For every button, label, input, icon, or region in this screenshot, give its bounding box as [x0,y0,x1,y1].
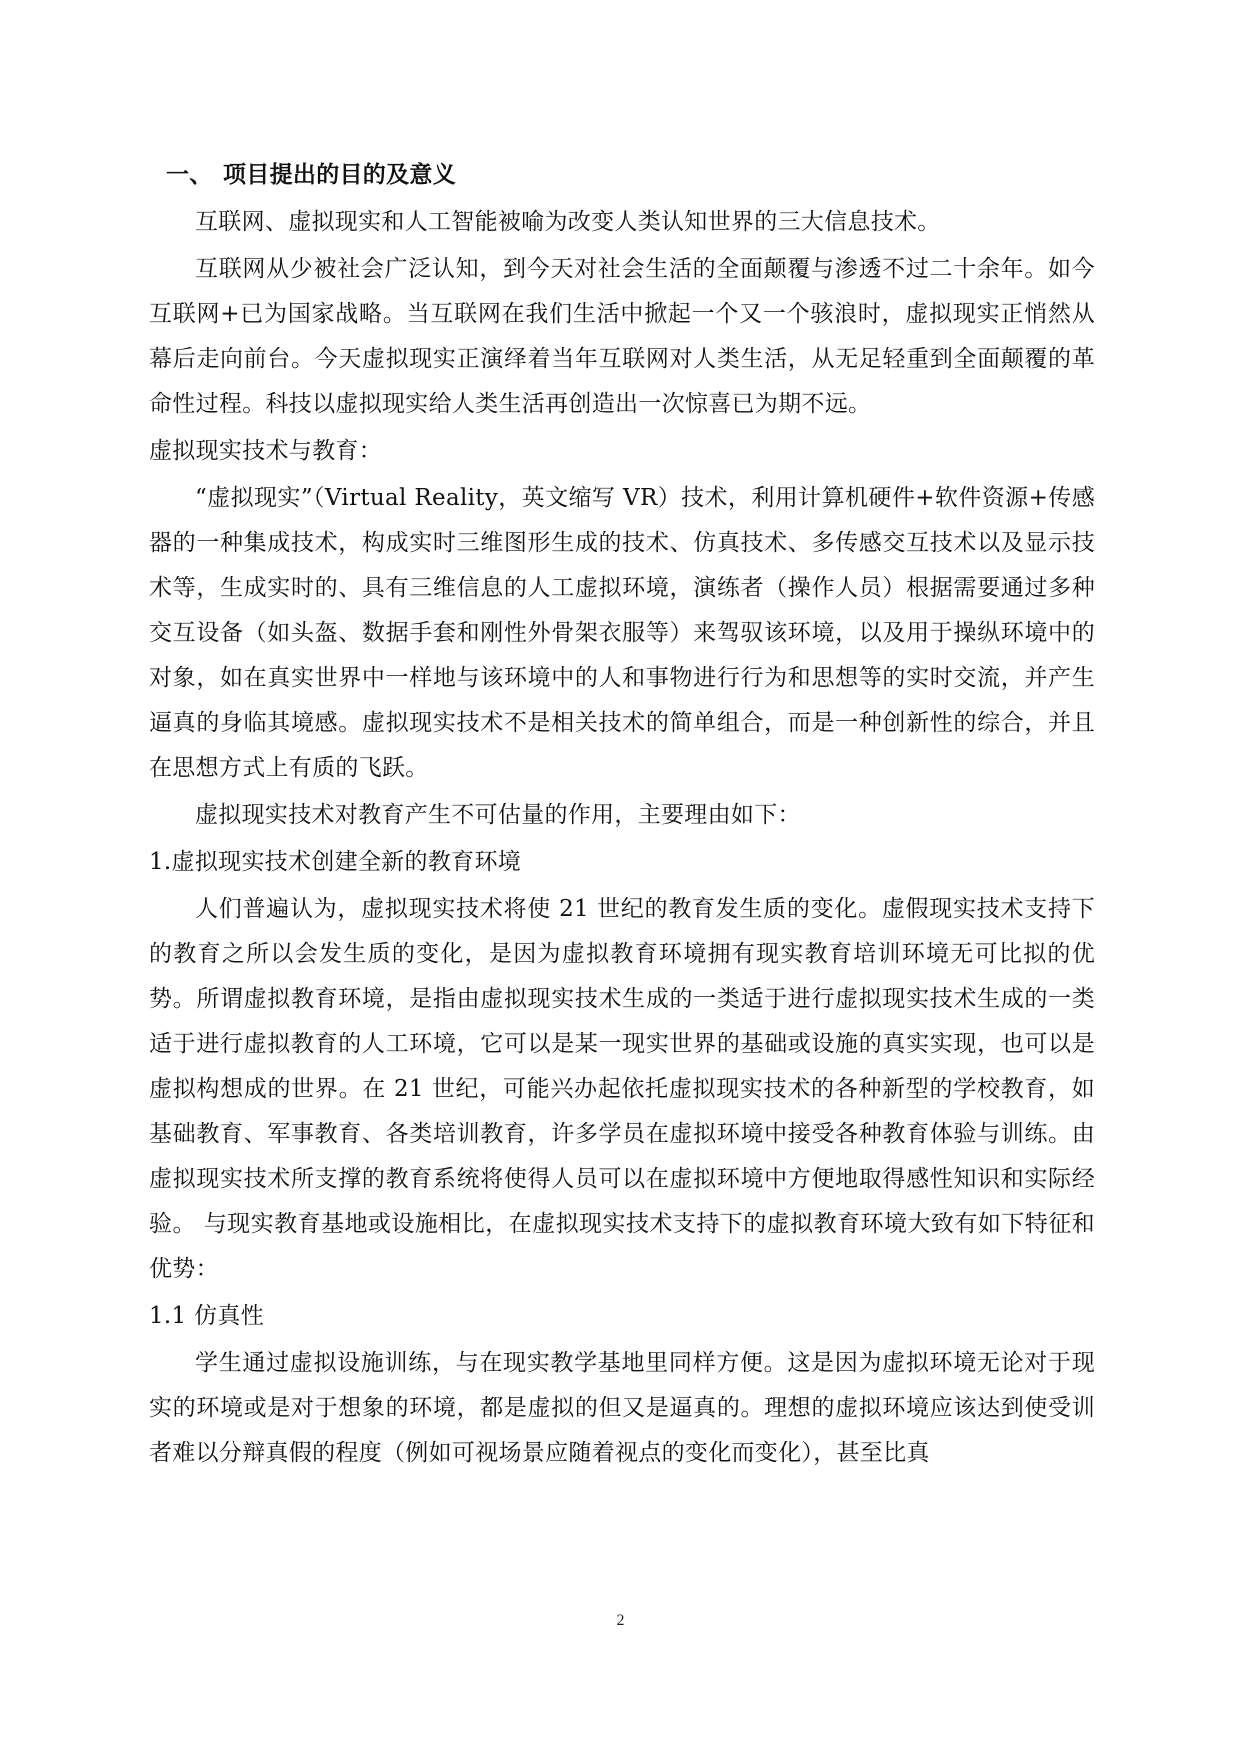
paragraph-vr-definition: “虚拟现实”（Virtual Reality，英文缩写 VR）技术，利用计算机硬件+软件资源+传感器的一种集成技术，构成实时三维图形生成的技术、仿真技术、多传感交互技术以及显示技术等，生成实时的、具有三维信息的人工虚拟环境，演练者（操作人员）根据需要通过多种交互设备（如头盔、数据手套和刚性外骨架衣服等）来驾驭该环境，以及用于操纵环境中的对象，如在真实世界中一样地与该环境中的人和事物进行行为和思想等的实时交流，并产生逼真的身临其境感。虚拟现实技术不是相关技术的简单组合，而是一种创新性的综合，并且在思想方式上有质的飞跃。 [149,485,1095,781]
section-heading [149,153,1095,198]
page-number: 2 [616,1612,625,1629]
paragraph-simulation: 学生通过虚拟设施训练，与在现实教学基地里同样方便。这是因为虚拟环境无论对于现实的环境或是对于想象的环境，都是虚拟的但又是逼真的。理想的虚拟环境应该达到使受训者难以分辩真假的程度（例如可视场景应随着视点的变化而变化），甚至比真 [149,1350,1095,1466]
paragraph-internet: 互联网从少被社会广泛认知，到今天对社会生活的全面颠覆与渗透不过二十余年。如今互联网+已为国家战略。当互联网在我们生活中掀起一个又一个骇浪时，虚拟现实正悄然从幕后走向前台。今天虚拟现实正演绎着当年互联网对人类生活，从无足轻重到全面颠覆的革命性过程。科技以虚拟现实给人类生活再创造出一次惊喜已为期不远。 [149,256,1095,417]
paragraph-vr-effect: 虚拟现实技术对教育产生不可估量的作用，主要理由如下： [195,802,801,828]
section-number: 一、 [166,162,213,188]
page-content [149,153,1095,1478]
paragraph-virtual-education: 人们普遍认为，虚拟现实技术将使 21 世纪的教育发生质的变化。虚假现实技术支持下的教育之所以会发生质的变化，是因为虚拟教育环境拥有现实教育培训环境无可比拟的优势。所谓虚拟教育环境，是指由虚拟现实技术生成的一类适于进行虚拟现实技术生成的一类适于进行虚拟教育的人工环境，它可以是某一现实世界的基础或设施的真实实现，也可以是虚拟构想成的世界。在 21 世纪，可能兴办起依托虚拟现实技术的各种新型的学校教育，如基础教育、军事教育、各类培训教育，许多学员在虚拟环境中接受各种教育体验与训练。由虚拟现实技术所支撑的教育系统将使得人员可以在虚拟环境中方便地取得感性知识和实际经验。 与现实教育基地或设施相比，在虚拟现实技术支持下的虚拟教育环境大致有如下特征和优势： [149,896,1095,1282]
subheading-simulation: 1.1 仿真性 [149,1303,264,1329]
paragraph-vr-education-label: 虚拟现实技术与教育： [149,438,382,464]
section-title: 项目提出的目的及意义 [223,162,456,188]
paragraph-intro: 互联网、虚拟现实和人工智能被喻为改变人类认知世界的三大信息技术。 [195,209,941,235]
subheading-new-environment: 1.虚拟现实技术创建全新的教育环境 [149,849,522,875]
